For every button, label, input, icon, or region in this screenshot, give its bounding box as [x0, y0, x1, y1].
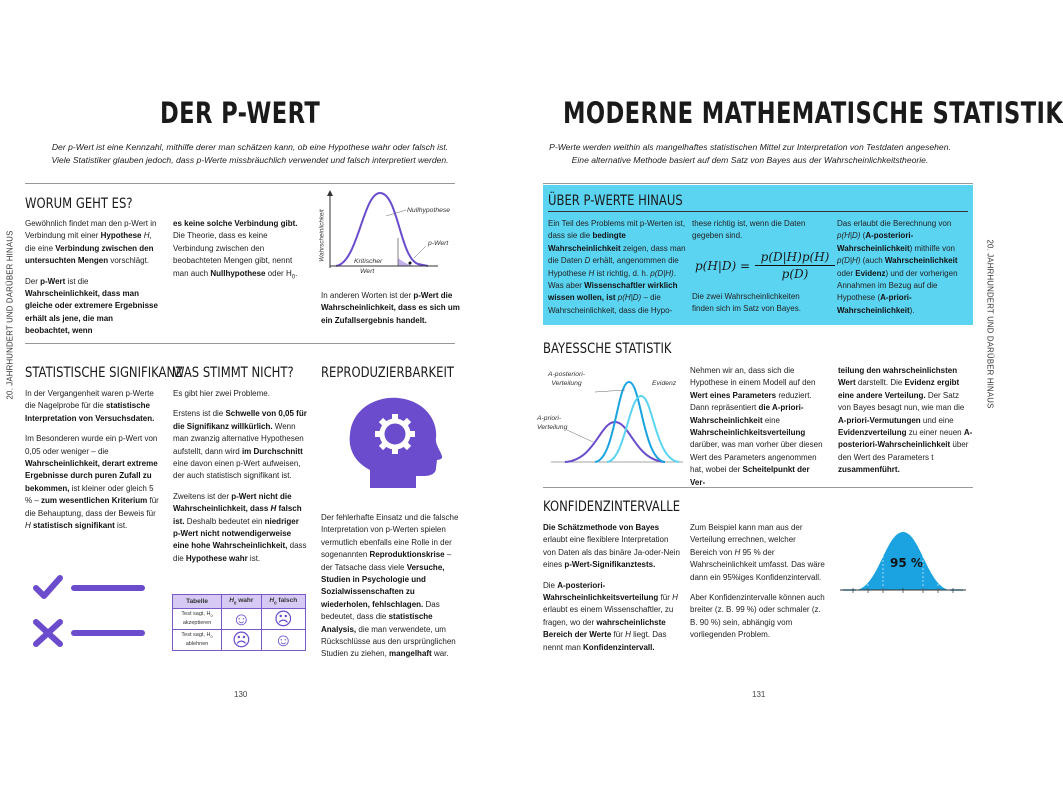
smile-icon: ☺	[232, 609, 251, 629]
smile-icon: ☺	[274, 630, 293, 650]
signifikanz-heading: STATISTISCHE SIGNIFIKANZ	[25, 365, 184, 381]
label-posterior: A-posteriori- Verteilung	[548, 371, 586, 387]
table-header: $H_0$ falsch	[261, 595, 305, 609]
left-title: DER P-WERT	[160, 96, 321, 130]
was-text: Es gibt hier zwei Probleme. Erstens ist die Schwelle von 0,05 für die Signifikanz willkürlich. Wenn man zwanzig alternative Hypothesen aufstellt, dann wird im Durchschnitt eine davon einen p-Wert aufweisen, der auch statistisch signifikant ist. Zweitens ist der p-Wert nicht die Wahrscheinlichkeit, dass H falsch ist. Deshalb bedeutet ein niedriger p-Wert nicht notwendigerweise eine hohe Wahrscheinlichkeit, dass die Hypothese wahr ist.	[173, 389, 307, 563]
ueber-heading: ÜBER P-WERTE HINAUS	[548, 193, 683, 209]
curve-label-pwert: p-Wert	[428, 240, 449, 247]
repro-heading: REPRODUZIERBARKEIT	[321, 365, 454, 381]
table-row: Test sagt, $H_0$ akzeptieren ☺ ☹	[173, 609, 306, 630]
formula-denominator: p(D)	[781, 267, 809, 281]
konf-heading: KONFIDENZINTERVALLE	[543, 499, 681, 515]
formula-numerator: p(D|H)p(H)	[755, 250, 835, 266]
bayes-col1: Nehmen wir an, dass sich die Hypothese in einem Modell auf den Wert eines Parameters reduziert. Dann repräsentiert die A-priori-Wahrscheinlichkeit eine Wahrscheinlichkeitsverteilung darüber, was man vorher über diesen Wert des Parameters angenommen hat, wobei der Scheitelpunkt der Ver-	[690, 366, 823, 487]
curve-label-kritisch: Kritischer Wert	[354, 258, 383, 275]
null-hypothesis-curve	[318, 188, 458, 283]
right-intro-line: Eine alternative Methode basiert auf dem Satz von Bayes aus der Wahrscheinlichkeitstheorie.	[571, 155, 929, 165]
signifikanz-text: In der Vergangenheit waren p-Werte die Nagelprobe für die statistische Interpretation von Versuchsdaten. Im Besonderen wurde ein p-Wert von 0,05 oder weniger – die Wahrscheinlichkeit, derart extreme Ergebnisse durch puren Zufall zu bekommen, ist kleiner oder gleich 5 % – zum wesentlichen Kriterium für die Behauptung, dass der Beweis für H statistisch signifikant ist.	[25, 389, 159, 531]
worum-col3: In anderen Worten ist der p-Wert die Wahrscheinlichkeit, dass es sich um ein Zufallsergebnis handelt.	[321, 291, 460, 325]
table-row: Test sagt, $H_0$ ablehnen ☹ ☺	[173, 630, 306, 651]
curve-y-label: Wahrscheinlichkeit	[318, 209, 326, 262]
left-intro-line: Der p-Wert ist eine Kennzahl, mithilfe derer man schätzen kann, ob eine Hypothese wahr oder falsch ist.	[51, 142, 449, 152]
konf-col2: Zum Beispiel kann man aus der Verteilung errechnen, welcher Bereich von H 95 % der Wahrscheinlichkeit umfasst. Das wäre dann ein 95%iges Konfidenzintervall. Aber Konfidenzintervalle können auch breiter (z. B. 99 %) oder schmaler (z. B. 90 %) sein, abhängig vom vorliegenden Problem.	[690, 523, 825, 640]
left-intro-line: Viele Statistiker glauben jedoch, dass p-Werte missbräuchlich verwendet und falsch interpretiert werden.	[51, 155, 449, 165]
ueber-col2-top: these richtig ist, wenn die Daten gegeben sind.	[692, 219, 806, 241]
ueber-col3: Das erlaubt die Berechnung von p(H|D) (A-posteriori-Wahrscheinlichkeit) mithilfe von p(D|H) (auch Wahrscheinlichkeit oder Evidenz) und der vorherigen Annahmen im Bezug auf die Hypothese (A-priori-Wahrscheinlichkeit).	[837, 219, 958, 315]
label-evidenz: Evidenz	[652, 380, 677, 387]
brain-head-icon	[340, 392, 450, 492]
was-heading: WAS STIMMT NICHT?	[173, 365, 294, 381]
frown-icon: ☹	[273, 609, 293, 629]
left-intro	[20, 141, 480, 167]
konf-col1: Die Schätzmethode von Bayes erlaubt eine flexiblere Interpretation von Daten als das binäre Ja-oder-Nein eines p-Wert-Signifikanztests. Die A-posteriori-Wahrscheinlichkeitsverteilung für H erlaubt es einem Wissenschaftler, zu fragen, wo der wahrscheinlichste Bereich der Werte für H liegt. Das nennt man Konfidenzintervall.	[543, 523, 680, 652]
page-number-left: 130	[234, 690, 248, 699]
worum-col1: Gewöhnlich findet man den p-Wert in Verbindung mit einer Hypothese H, die eine Verbindung zwischen den untersuchten Mengen vorschlägt. Der p-Wert ist die Wahrscheinlichkeit, dass man gleiche oder extremere Ergebnisse erhält als jene, die man beobachtet, wenn	[25, 219, 158, 336]
worum-heading: WORUM GEHT ES?	[25, 196, 133, 212]
right-intro	[520, 141, 980, 167]
divider	[543, 487, 973, 488]
confidence-percent: 95 %	[890, 556, 923, 570]
divider	[25, 183, 455, 184]
frown-icon: ☹	[231, 630, 251, 650]
table-header: Tabelle	[173, 595, 222, 609]
check-cross-icon	[30, 570, 150, 650]
hypothesis-table	[172, 594, 306, 651]
divider	[548, 211, 968, 212]
repro-text: Der fehlerhafte Einsatz und die falsche Interpretation von p-Werten spielen vermutlich ebenfalls eine Rolle in der sogenannten Reproduktionskrise – der Tatsache dass viele Versuche, Studien in Psychologie und Sozialwissenschaften zu wiederholen, fehlschlagen. Das bedeutet, dass die statistische Analysis, die man verwendete, um Rückschlüsse aus den ursprünglichen Studien zu ziehen, mangelhaft war.	[321, 513, 459, 659]
divider	[25, 343, 455, 344]
table-header: $H_0$ wahr	[222, 595, 262, 609]
label-prior: A-priori- Verteilung	[537, 415, 568, 431]
side-label-left: 20. JAHRHUNDERT UND DARÜBER HINAUS	[5, 230, 15, 400]
formula-lhs: p(H|D) =	[695, 259, 751, 273]
curve-label-null: Nullhypothese	[407, 207, 451, 214]
right-intro-line: P-Werte werden weithin als mangelhaftes statistischen Mittel zur Interpretation von Testdaten angesehen.	[549, 142, 951, 152]
ueber-col2-bot: Die zwei Wahrscheinlichkeiten finden sich im Satz von Bayes.	[692, 292, 801, 314]
side-label-right: 20. JAHRHUNDERT UND DARÜBER HINAUS	[985, 239, 995, 409]
divider	[543, 183, 973, 184]
ueber-col1: Ein Teil des Problems mit p-Werten ist, dass sie die bedingte Wahrscheinlichkeit zeigen, dass man die Daten D erhält, angenommen die Hypothese H ist richtig, d. h. p(D|H). Was aber Wissenschaftler wirklich wissen wollen, ist p(H|D) – die Wahrscheinlichkeit, dass die Hypo-	[548, 219, 686, 315]
bayes-col2: teilung den wahrscheinlichsten Wert darstellt. Die Evidenz ergibt eine andere Verteilung. Der Satz von Bayes besagt nun, wie man die A-priori-Vermutungen und eine Evidenzverteilung zu einer neuen A-posteriori-Wahrscheinlichkeit über den Wert des Parameters t zusammenführt.	[838, 366, 973, 475]
right-title: MODERNE MATHEMATISCHE STATISTIK	[563, 96, 1063, 130]
bayes-heading: BAYESSCHE STATISTIK	[543, 341, 672, 357]
worum-col2: es keine solche Verbindung gibt. Die Theorie, dass es keine Verbindung zwischen den beobachteten Mengen gibt, nennt man auch Nullhypothese oder $H_0$.	[173, 219, 298, 281]
page-number-right: 131	[752, 690, 766, 699]
